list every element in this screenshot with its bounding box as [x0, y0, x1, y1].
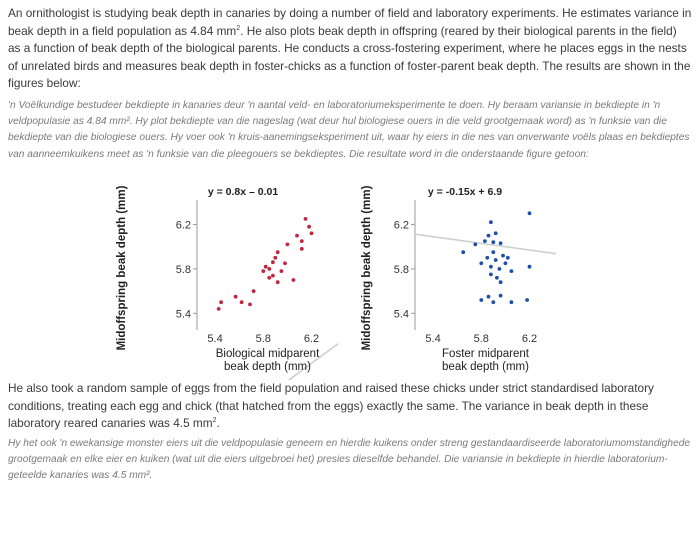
foster-data-point — [485, 256, 489, 260]
bio-y-tick-label: 5.8 — [175, 263, 191, 276]
foster-data-point — [489, 265, 493, 269]
bio-data-point — [271, 274, 275, 278]
bio-data-point — [267, 267, 271, 271]
bio-data-point — [286, 243, 290, 247]
bio-y-axis-label: Midoffspring beak depth (mm) — [116, 185, 128, 351]
bio-data-point — [217, 307, 221, 311]
followup-paragraph-afrikaans: Hy het ook 'n ewekansige monster eiers uit die veldpopulasie geneem en hierdie kuikens onder streng gestandaardiseerde laboratoriumomstandighede grootgemaak en elke eier en kuiken (wat uit die eiers uitgebroei het) presies dieselfde behandel. Die variansie in bekdiepte in hierdie laboratorium-geteelde kanaries was 4.5 mm². — [8, 438, 691, 482]
bio-data-point — [240, 300, 244, 304]
bio-data-point — [292, 278, 296, 282]
bio-data-point — [276, 280, 280, 284]
foster-y-tick-label: 6.2 — [393, 219, 409, 232]
foster-data-point — [479, 298, 483, 302]
foster-data-point — [491, 250, 495, 254]
bio-y-tick-label: 6.2 — [175, 219, 191, 232]
bio-x-tick-label: 5.8 — [255, 333, 271, 345]
foster-data-point — [528, 265, 532, 269]
foster-data-point — [494, 231, 498, 235]
foster-data-point — [491, 240, 495, 244]
foster-data-point — [528, 211, 532, 215]
foster-y-tick-label: 5.4 — [393, 308, 409, 321]
foster-data-point — [487, 295, 491, 299]
foster-data-point — [473, 243, 477, 247]
bio-data-point — [300, 239, 304, 243]
foster-x-tick-label: 5.8 — [473, 333, 489, 345]
foster-data-point — [461, 250, 465, 254]
foster-data-point — [491, 300, 495, 304]
foster-data-point — [499, 280, 503, 284]
bio-data-point — [310, 231, 314, 235]
foster-data-point — [498, 267, 502, 271]
question-paragraph-afrikaans: 'n Voëlkundige bestudeer bekdiepte in kanaries deur 'n aantal veld- en laboratoriumeksperimente te doen. Hy beraam variansie in bekdiepte in 'n veldpopulasie as 4.84 mm². Hy plot bekdiepte van die nageslag (wat deur hul biologiese ouers in die veld grootgemaak word) as 'n funksie van die bekdiepte van die biologiese ouers. Hy voer ook 'n kruis-aanemingseksperiment uit, waar hy eiers in die nes van onverwante voëls plaas en bekdieptes van aanneemkuikens meet as 'n funksie van die pleegouers se bekdieptes. Die resultate word in die onderstaande figure getoon: — [8, 100, 690, 160]
foster-data-point — [479, 261, 483, 265]
followup-text-end: . — [216, 416, 220, 430]
bio-x-tick-label: 5.4 — [207, 333, 223, 345]
bio-data-point — [295, 234, 299, 238]
bio-data-point — [234, 295, 238, 299]
foster-data-point — [487, 234, 491, 238]
foster-x-axis-label: Foster midparent — [442, 348, 529, 360]
foster-data-point — [483, 239, 487, 243]
foster-data-point — [499, 294, 503, 298]
followup-paragraph-english — [8, 380, 692, 433]
foster-x-tick-label: 5.4 — [425, 333, 441, 345]
foster-x-axis-label: beak depth (mm) — [442, 361, 529, 373]
bio-x-axis-label: Biological midparent — [215, 348, 320, 360]
bio-data-point — [273, 256, 277, 260]
foster-data-point — [510, 300, 514, 304]
bio-x-axis-label: beak depth (mm) — [224, 361, 311, 373]
bio-data-point — [271, 260, 275, 264]
foster-data-point — [510, 269, 514, 273]
bio-x-tick-label: 6.2 — [303, 333, 320, 345]
foster-data-point — [499, 241, 503, 245]
foster-y-axis-label: Midoffspring beak depth (mm) — [361, 185, 373, 351]
foster-data-point — [525, 298, 529, 302]
bio-data-point — [252, 289, 256, 293]
foster-data-point — [501, 254, 505, 258]
question-text: An ornithologist is studying beak depth in canaries by doing a number of field and laboratory experiments. He estimates variance in beak depth in a field population as 4.84 mm — [8, 6, 692, 38]
foster-data-point — [495, 276, 499, 280]
bio-data-point — [304, 217, 308, 221]
foster-equation: y = -0.15x + 6.9 — [427, 186, 503, 198]
foster-data-point — [489, 220, 493, 224]
bio-data-point — [264, 265, 268, 269]
bio-data-point — [283, 261, 287, 265]
foster-data-point — [494, 258, 498, 262]
bio-data-point — [248, 303, 252, 307]
foster-y-tick-label: 5.8 — [393, 263, 409, 276]
superscript: 2 — [212, 417, 217, 425]
bio-data-point — [307, 225, 311, 229]
foster-data-point — [504, 261, 508, 265]
bio-data-point — [280, 269, 284, 273]
question-text-continued: . He also plots beak depth in offspring (reared by their biological parents in the field) as a function of beak depth of the biological parents. He conducts a cross-fostering experiment, where he places eggs in the nests of unrelated birds and measures beak depth in foster-chicks as a function of foster-parent beak depth. The results are shown in the figures below: — [8, 23, 691, 90]
bio-equation: y = 0.8x – 0.01 — [207, 186, 279, 198]
bio-y-tick-label: 5.4 — [175, 308, 191, 321]
foster-x-tick-label: 6.2 — [521, 333, 538, 345]
foster-data-point — [506, 256, 510, 260]
superscript: 2 — [236, 24, 241, 32]
foster-trend-line — [415, 234, 556, 254]
bio-data-point — [300, 247, 304, 251]
followup-text: He also took a random sample of eggs from the field population and raised these chicks under strict standardised laboratory conditions, treating each egg and chick (that hatched from the eggs) exactly the same. The variance in beak depth in these laboratory reared canaries was 4.5 mm — [8, 381, 654, 430]
bio-data-point — [219, 300, 223, 304]
bio-data-point — [276, 250, 280, 254]
bio-data-point — [261, 269, 265, 273]
bio-data-point — [267, 276, 271, 280]
foster-data-point — [489, 273, 493, 277]
